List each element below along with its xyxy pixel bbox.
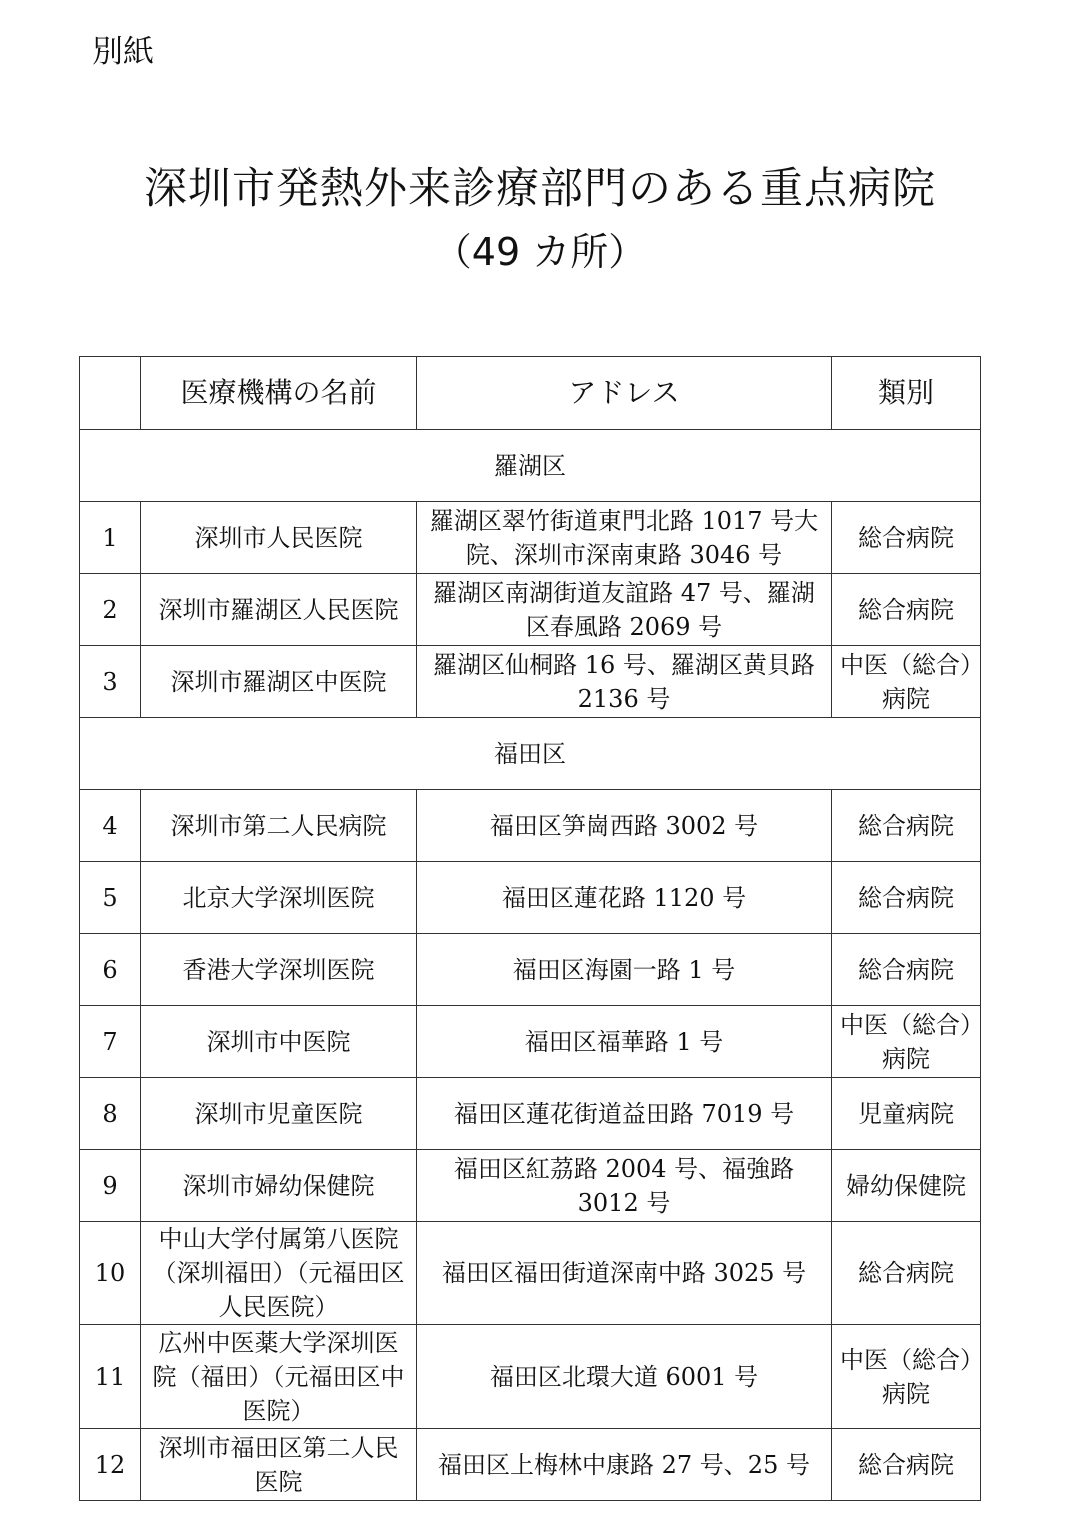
district-label: 福田区 (80, 718, 981, 790)
table-row (80, 1078, 981, 1150)
hospital-type: 総合病院 (832, 502, 981, 574)
hospital-address: 羅湖区仙桐路 16 号、羅湖区黄貝路 2136 号 (417, 646, 832, 718)
hospital-name: 北京大学深圳医院 (141, 862, 417, 934)
hospital-type: 総合病院 (832, 790, 981, 862)
district-label: 羅湖区 (80, 430, 981, 502)
subtitle-close: カ所） (520, 230, 647, 274)
hospital-name: 深圳市羅湖区人民医院 (141, 574, 417, 646)
hospital-type: 中医（総合）病院 (832, 646, 981, 718)
table-row (80, 1325, 981, 1429)
hospital-type: 中医（総合）病院 (832, 1006, 981, 1078)
hospital-address: 福田区笋崗西路 3002 号 (417, 790, 832, 862)
hospital-type: 総合病院 (832, 1429, 981, 1501)
hospital-name: 深圳市婦幼保健院 (141, 1150, 417, 1222)
row-number: 7 (80, 1006, 141, 1078)
hospital-name: 深圳市人民医院 (141, 502, 417, 574)
hospital-address: 福田区海園一路 1 号 (417, 934, 832, 1006)
row-number: 3 (80, 646, 141, 718)
page-title: 深圳市発熱外来診療部門のある重点病院 (144, 164, 936, 214)
district-row (80, 718, 981, 790)
hospital-table (79, 356, 981, 1501)
row-number: 8 (80, 1078, 141, 1150)
hospital-name: 香港大学深圳医院 (141, 934, 417, 1006)
row-number: 1 (80, 502, 141, 574)
hospital-type: 児童病院 (832, 1078, 981, 1150)
row-number: 4 (80, 790, 141, 862)
table-row (80, 502, 981, 574)
hospital-type: 総合病院 (832, 934, 981, 1006)
hospital-count: 49 (471, 230, 521, 274)
hospital-type: 総合病院 (832, 574, 981, 646)
hospital-name: 中山大学付属第八医院（深圳福田）（元福田区人民医院） (141, 1222, 417, 1325)
row-number: 10 (80, 1222, 141, 1325)
table-row (80, 1006, 981, 1078)
hospital-address: 福田区上梅林中康路 27 号、25 号 (417, 1429, 832, 1501)
header-type: 類別 (832, 357, 981, 430)
row-number: 2 (80, 574, 141, 646)
hospital-name: 深圳市第二人民病院 (141, 790, 417, 862)
table-row (80, 1222, 981, 1325)
header-address: アドレス (417, 357, 832, 430)
row-number: 6 (80, 934, 141, 1006)
table-row (80, 574, 981, 646)
hospital-type: 中医（総合）病院 (832, 1325, 981, 1429)
table-header-row (80, 357, 981, 430)
hospital-address: 福田区蓮花路 1120 号 (417, 862, 832, 934)
page-subtitle (0, 224, 1080, 280)
header-name: 医療機構の名前 (141, 357, 417, 430)
row-number: 5 (80, 862, 141, 934)
subtitle-open: （ (433, 230, 472, 274)
header-number (80, 357, 141, 430)
table-row (80, 1150, 981, 1222)
district-row (80, 430, 981, 502)
row-number: 12 (80, 1429, 141, 1501)
hospital-address: 福田区福華路 1 号 (417, 1006, 832, 1078)
hospital-address: 福田区北環大道 6001 号 (417, 1325, 832, 1429)
hospital-name: 深圳市中医院 (141, 1006, 417, 1078)
table-row (80, 1429, 981, 1501)
hospital-name: 深圳市福田区第二人民医院 (141, 1429, 417, 1501)
hospital-name: 広州中医薬大学深圳医院（福田）（元福田区中医院） (141, 1325, 417, 1429)
row-number: 9 (80, 1150, 141, 1222)
hospital-address: 福田区福田街道深南中路 3025 号 (417, 1222, 832, 1325)
hospital-name: 深圳市児童医院 (141, 1078, 417, 1150)
hospital-type: 総合病院 (832, 1222, 981, 1325)
table-row (80, 934, 981, 1006)
hospital-address: 羅湖区翠竹街道東門北路 1017 号大院、深圳市深南東路 3046 号 (417, 502, 832, 574)
hospital-type: 総合病院 (832, 862, 981, 934)
row-number: 11 (80, 1325, 141, 1429)
hospital-name: 深圳市羅湖区中医院 (141, 646, 417, 718)
attachment-label: 別紙 (92, 34, 154, 70)
title-block (0, 158, 1080, 280)
table-row (80, 646, 981, 718)
table-row (80, 790, 981, 862)
hospital-address: 福田区蓮花街道益田路 7019 号 (417, 1078, 832, 1150)
hospital-address: 羅湖区南湖街道友誼路 47 号、羅湖区春風路 2069 号 (417, 574, 832, 646)
table-row (80, 862, 981, 934)
hospital-address: 福田区紅茘路 2004 号、福強路 3012 号 (417, 1150, 832, 1222)
hospital-type: 婦幼保健院 (832, 1150, 981, 1222)
